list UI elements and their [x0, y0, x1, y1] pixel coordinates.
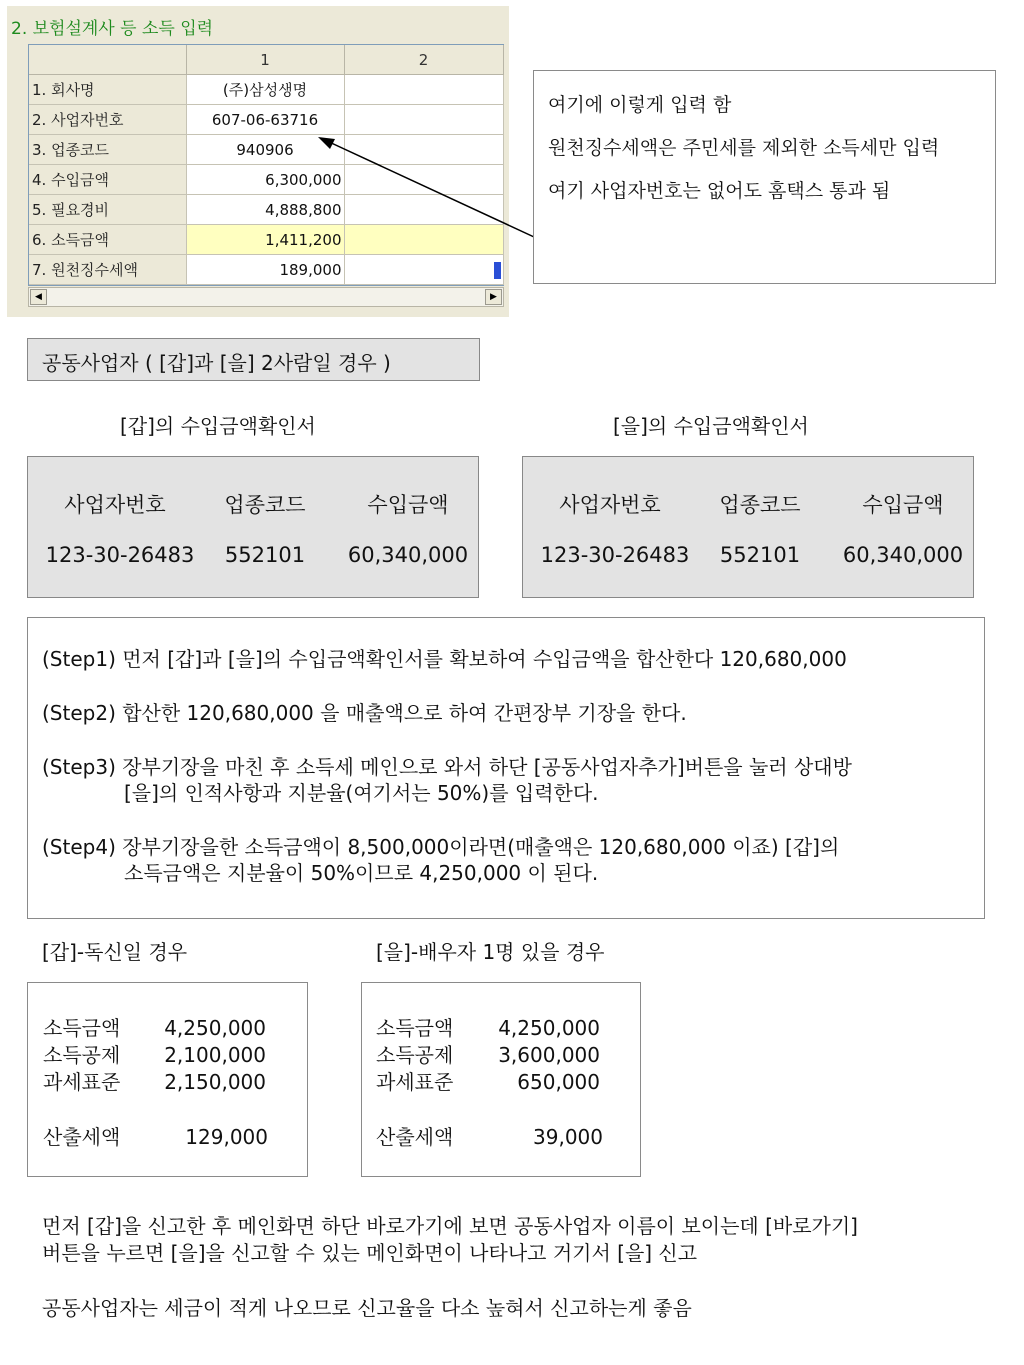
grid-column-header[interactable]: 1: [186, 45, 344, 75]
cert-value: 123-30-26483: [540, 543, 690, 567]
calc-value: 4,250,000: [164, 1016, 266, 1040]
calc-b-title: [을]-배우자 1명 있을 경우: [376, 940, 605, 964]
scroll-right-icon[interactable]: ▶: [485, 289, 502, 305]
calc-value: 3,600,000: [498, 1043, 600, 1067]
grid-cell[interactable]: 1,411,200: [186, 225, 344, 255]
calc-label: 과세표준: [376, 1070, 454, 1094]
final-note-line: 먼저 [갑]을 신고한 후 메인화면 하단 바로가기에 보면 공동사업자 이름이 보이는데 [바로가기]: [42, 1214, 858, 1238]
final-notes: [42, 1213, 858, 1350]
panel-title: 2. 보험설계사 등 소득 입력: [11, 19, 214, 39]
grid-row-label: 4. 수입금액: [29, 165, 186, 195]
step-text: (Step2) 합산한 120,680,000 을 매출액으로 하여 간편장부 기장을 한다.: [42, 701, 687, 725]
cert-b-box: [522, 456, 974, 598]
cert-value: 552101: [224, 543, 306, 567]
calc-label: 소득공제: [376, 1043, 454, 1067]
calc-value: 650,000: [517, 1070, 600, 1094]
step-text-continued: 소득금액은 지분율이 50%이므로 4,250,000 이 된다.: [124, 861, 599, 885]
steps-box: [27, 617, 985, 919]
calc-a-title: [갑]-독신일 경우: [42, 940, 188, 964]
cert-header: 수입금액: [862, 493, 944, 517]
note-line: 여기에 이렇게 입력 함: [548, 94, 732, 116]
calc-value: 2,150,000: [164, 1070, 266, 1094]
step-text: (Step4) 장부기장을한 소득금액이 8,500,000이라면(매출액은 120,680,000 이죠) [갑]의: [42, 835, 840, 859]
grid-row-label: 2. 사업자번호: [29, 105, 186, 135]
cert-header: 사업자번호: [64, 493, 166, 517]
step-text: (Step3) 장부기장을 마친 후 소득세 메인으로 와서 하단 [공동사업자추가]버튼을 눌러 상대방: [42, 755, 852, 779]
step-text-continued: [을]의 인적사항과 지분율(여기서는 50%)를 입력한다.: [124, 781, 599, 805]
calc-label: 과세표준: [43, 1070, 121, 1094]
calc-a-box: [27, 982, 308, 1177]
grid-cell[interactable]: 6,300,000: [186, 165, 344, 195]
cert-a-box: [27, 456, 479, 598]
grid-cell[interactable]: 189,000: [186, 255, 344, 285]
scroll-left-icon[interactable]: ◀: [30, 289, 47, 305]
grid-row-label: 7. 원천징수세액: [29, 255, 186, 285]
final-note-line: 버튼을 누르면 [을]을 신고할 수 있는 메인화면이 나타나고 거기서 [을] 신고: [42, 1241, 698, 1265]
cert-a-title: [갑]의 수입금액확인서: [120, 414, 316, 438]
grid-cell[interactable]: (주)삼성생명: [186, 75, 344, 105]
annotation-note: [533, 70, 996, 284]
cert-value: 123-30-26483: [45, 543, 195, 567]
cert-header: 업종코드: [719, 493, 801, 517]
calc-b-box: [361, 982, 641, 1177]
grid-row-label: 1. 회사명: [29, 75, 186, 105]
note-line: 여기 사업자번호는 없어도 홈택스 통과 됨: [548, 180, 891, 202]
calc-value: 4,250,000: [498, 1016, 600, 1040]
cert-value: 552101: [719, 543, 801, 567]
calc-label: 소득금액: [43, 1016, 121, 1040]
calc-tax-label: 산출세액: [43, 1125, 121, 1149]
calc-tax-label: 산출세액: [376, 1125, 454, 1149]
cert-header: 업종코드: [224, 493, 306, 517]
calc-tax-value: 39,000: [533, 1125, 603, 1149]
calc-label: 소득금액: [376, 1016, 454, 1040]
note-line: 원천징수세액은 주민세를 제외한 소득세만 입력: [548, 137, 940, 159]
joint-business-header: 공동사업자 ( [갑]과 [을] 2사람일 경우 ): [27, 338, 480, 381]
grid-cell[interactable]: 940906: [186, 135, 344, 165]
calc-label: 소득공제: [43, 1043, 121, 1067]
step-text: (Step1) 먼저 [갑]과 [을]의 수입금액확인서를 확보하여 수입금액을 합산한다 120,680,000: [42, 647, 847, 671]
calc-value: 2,100,000: [164, 1043, 266, 1067]
grid-row-label: 3. 업종코드: [29, 135, 186, 165]
grid-row-label: 6. 소득금액: [29, 225, 186, 255]
cert-header: 사업자번호: [559, 493, 661, 517]
cert-b-title: [을]의 수입금액확인서: [613, 414, 809, 438]
grid-cell[interactable]: 607-06-63716: [186, 105, 344, 135]
cert-header: 수입금액: [367, 493, 449, 517]
final-note-line: 공동사업자는 세금이 적게 나오므로 신고율을 다소 높혀서 신고하는게 좋음: [42, 1296, 692, 1320]
grid-row-label: 5. 필요경비: [29, 195, 186, 225]
grid-cell[interactable]: 4,888,800: [186, 195, 344, 225]
calc-tax-value: 129,000: [185, 1125, 268, 1149]
cert-value: 60,340,000: [842, 543, 964, 567]
cert-value: 60,340,000: [347, 543, 469, 567]
grid-column-header[interactable]: 2: [344, 45, 503, 75]
